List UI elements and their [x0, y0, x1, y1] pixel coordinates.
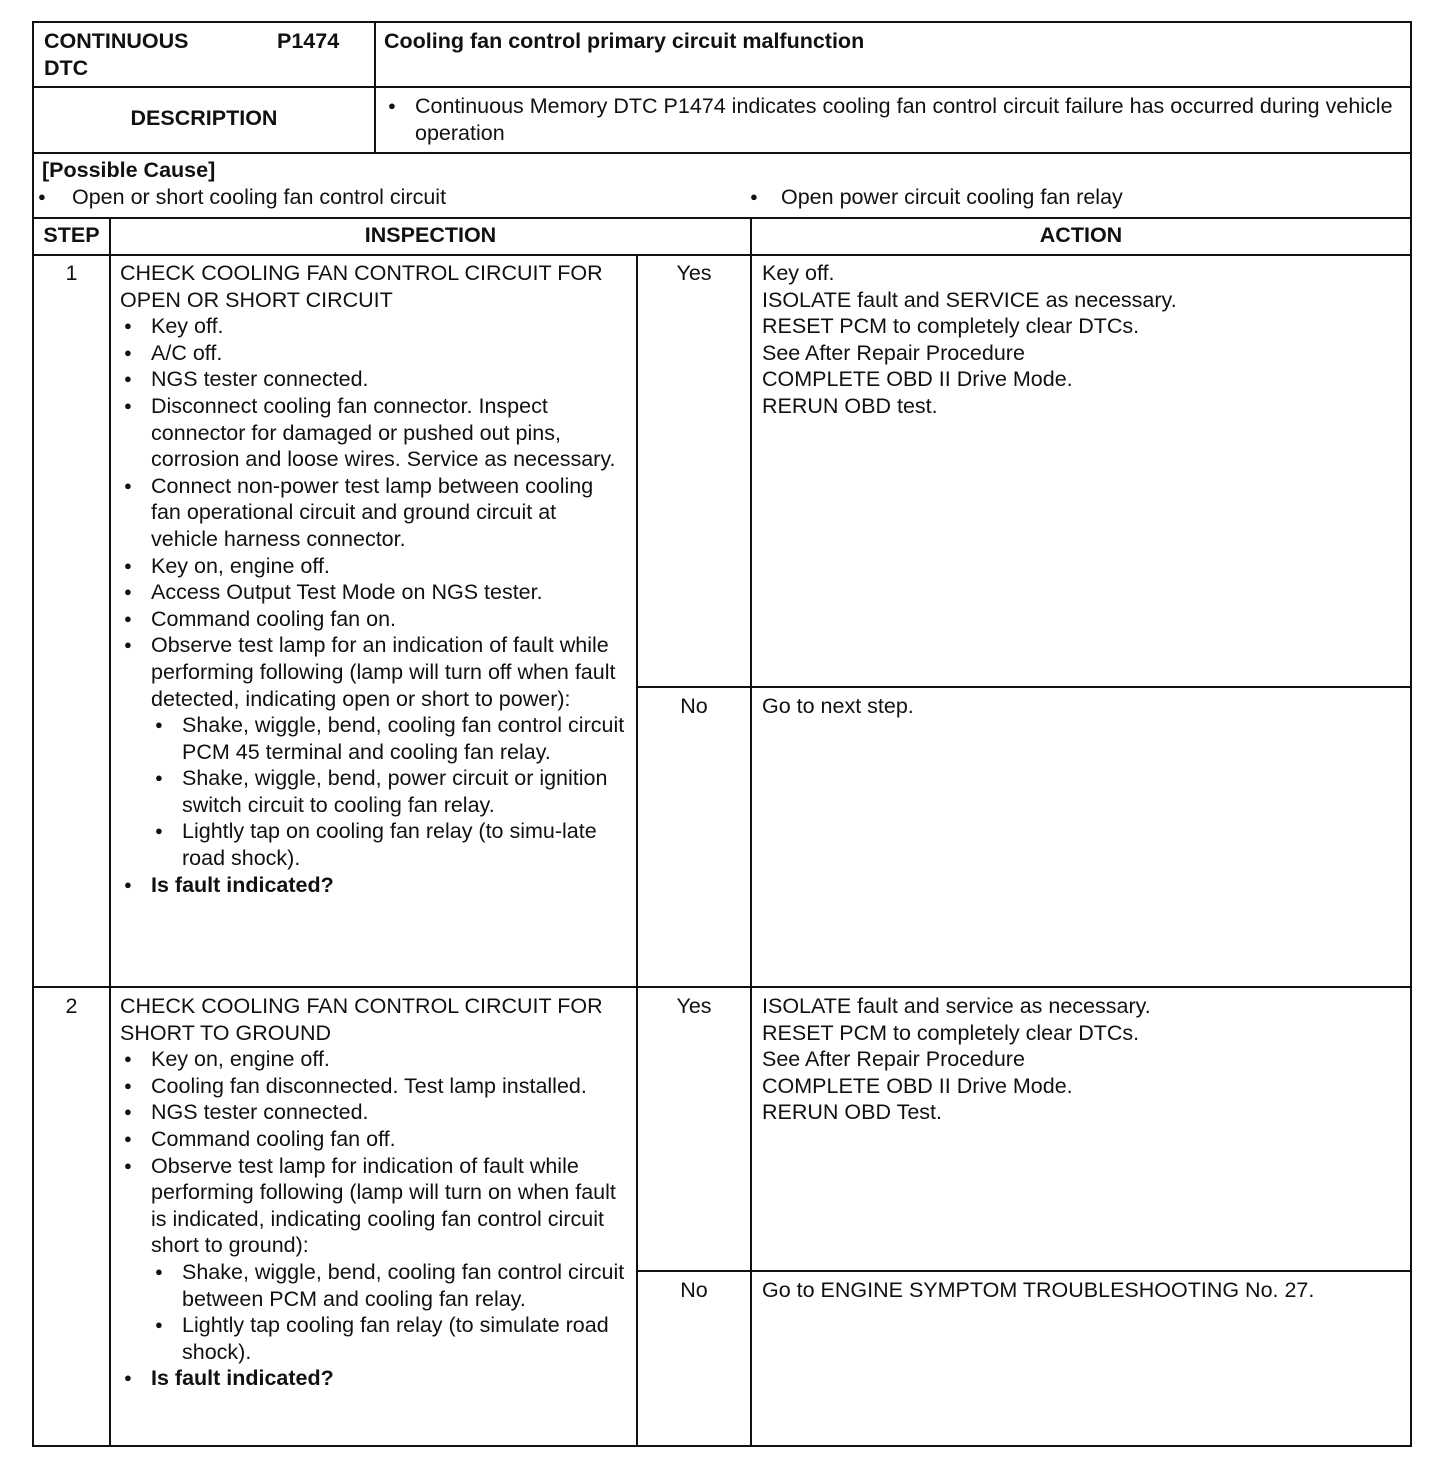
yes-action: [762, 993, 1402, 1126]
page-title: Cooling fan control primary circuit malfunction: [384, 29, 865, 53]
troubleshooting-table: [32, 21, 1412, 1447]
no-action: Go to ENGINE SYMPTOM TROUBLESHOOTING No. 27.: [762, 1278, 1315, 1302]
list-item: ● NGS tester connected.: [120, 1099, 628, 1126]
step-number: 1: [65, 261, 78, 285]
list-item: ● Key on, engine off.: [120, 553, 628, 580]
step-title: CHECK COOLING FAN CONTROL CIRCUIT FOR SHORT TO GROUND: [120, 994, 603, 1045]
column-header-step: STEP: [43, 223, 100, 247]
no-action: Go to next step.: [762, 694, 914, 718]
action-line: ISOLATE fault and service as necessary.: [762, 994, 1151, 1018]
inspection-list: [120, 1046, 628, 1259]
action-line: RESET PCM to completely clear DTCs.: [762, 314, 1140, 339]
inspection-list: [120, 313, 628, 712]
yes-action: [762, 260, 1402, 420]
description-text: ● Continuous Memory DTC P1474 indicates cooling fan control circuit failure has occurred during vehicle operation: [384, 93, 1394, 146]
action-line: See After Repair Procedure: [762, 1047, 1025, 1072]
possible-cause-label: [Possible Cause]: [42, 158, 216, 182]
step-2-inspection: [120, 993, 628, 1392]
step-1-inspection: [120, 260, 628, 898]
list-item: ● Shake, wiggle, bend, cooling fan control circuit PCM 45 terminal and cooling fan relay.: [151, 712, 628, 765]
list-item: ● Lightly tap on cooling fan relay (to simu-late road shock).: [151, 818, 628, 871]
step-title: CHECK COOLING FAN CONTROL CIRCUIT FOR OPEN OR SHORT CIRCUIT: [120, 261, 603, 312]
list-item: ● Disconnect cooling fan connector. Inspect connector for damaged or pushed out pins, corrosion and loose wires. Service as necessary.: [120, 393, 628, 473]
list-item: ● Cooling fan disconnected. Test lamp installed.: [120, 1073, 628, 1100]
column-header-inspection: INSPECTION: [364, 223, 497, 247]
action-line: RESET PCM to completely clear DTCs.: [762, 1020, 1140, 1045]
list-item: ● A/C off.: [120, 340, 628, 367]
list-item: ● Shake, wiggle, bend, power circuit or ignition switch circuit to cooling fan relay.: [151, 765, 628, 818]
list-item: ● Command cooling fan off.: [120, 1126, 628, 1153]
step-number: 2: [65, 994, 78, 1018]
action-line: ISOLATE fault and SERVICE as necessary.: [762, 287, 1177, 312]
list-item: ● Connect non-power test lamp between cooling fan operational circuit and ground circuit at vehicle harness connector.: [120, 473, 628, 553]
inspection-sublist: [120, 1259, 628, 1365]
yes-label: Yes: [676, 994, 712, 1018]
action-line: Key off.: [762, 261, 835, 285]
list-item: ● Access Output Test Mode on NGS tester.: [120, 579, 628, 606]
list-item: ● Observe test lamp for indication of fault while performing following (lamp will turn on when fault is indicated, indicating cooling fan control circuit short to ground):: [120, 1153, 628, 1259]
description-label: DESCRIPTION: [130, 106, 278, 130]
possible-cause-text: ● Open or short cooling fan control circuit: [34, 184, 446, 211]
step-question: ● Is fault indicated?: [120, 1365, 628, 1392]
dtc-label-cell: [44, 28, 364, 81]
list-item: ● Key off.: [120, 313, 628, 340]
list-item: ● Command cooling fan on.: [120, 606, 628, 633]
no-label: No: [680, 1278, 708, 1302]
action-line: COMPLETE OBD II Drive Mode.: [762, 1073, 1073, 1098]
possible-cause-2: [746, 184, 1123, 211]
possible-cause-text: ● Open power circuit cooling fan relay: [746, 184, 1123, 211]
action-line: COMPLETE OBD II Drive Mode.: [762, 367, 1073, 392]
action-line: RERUN OBD Test.: [762, 1100, 942, 1125]
list-item: ● Observe test lamp for an indication of fault while performing following (lamp will turn off when fault detected, indicating open or short to power):: [120, 632, 628, 712]
list-item: ● Lightly tap cooling fan relay (to simulate road shock).: [151, 1312, 628, 1365]
dtc-label: CONTINUOUS DTC: [44, 29, 189, 80]
description-text-cell: [384, 93, 1394, 146]
list-item: ● Shake, wiggle, bend, cooling fan control circuit between PCM and cooling fan relay.: [151, 1259, 628, 1312]
no-label: No: [680, 694, 708, 718]
list-item: ● NGS tester connected.: [120, 366, 628, 393]
step-question: ● Is fault indicated?: [120, 872, 628, 899]
column-header-action: ACTION: [1039, 223, 1123, 247]
dtc-code: P1474: [277, 29, 340, 53]
inspection-sublist: [120, 712, 628, 872]
action-line: See After Repair Procedure: [762, 340, 1025, 365]
yes-label: Yes: [676, 261, 712, 285]
action-line: RERUN OBD test.: [762, 393, 938, 418]
list-item: ● Key on, engine off.: [120, 1046, 628, 1073]
possible-cause-1: [34, 184, 446, 211]
